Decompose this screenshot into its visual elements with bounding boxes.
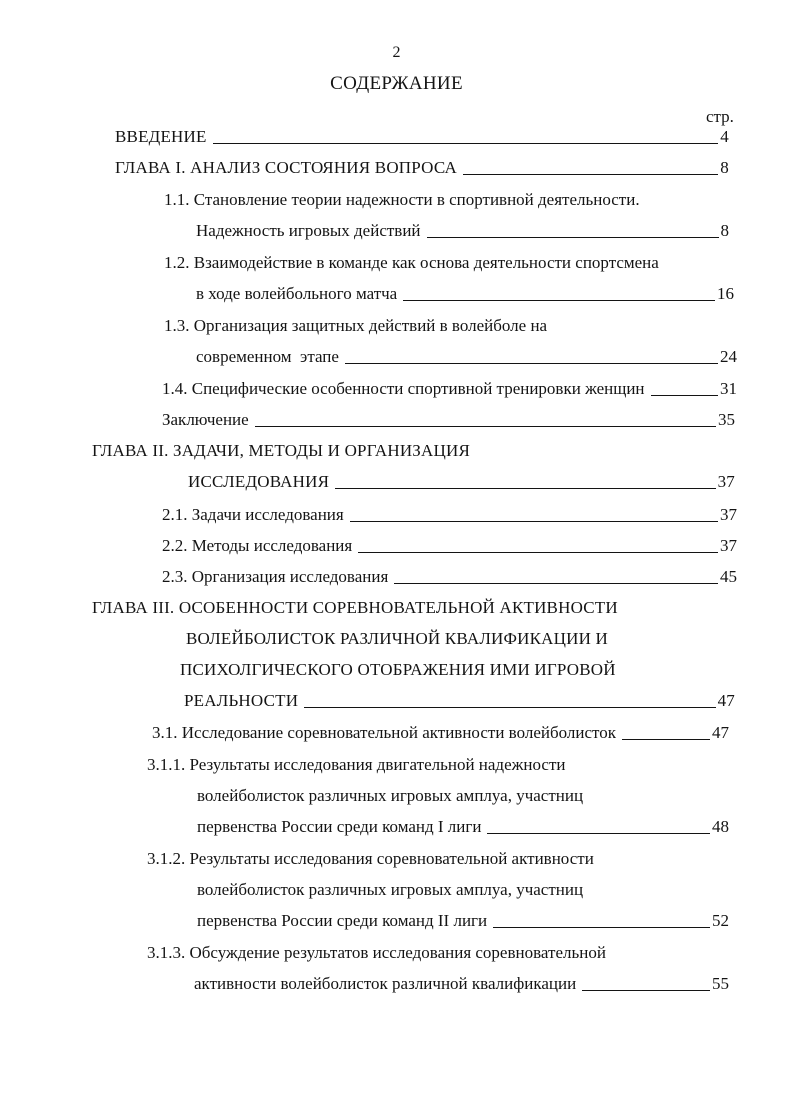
toc-entry-3-1 [152,724,729,741]
toc-entry-1-1-line-1 [164,191,640,208]
toc-entry-text: 3.1.2. Результаты исследования соревновательной активности [147,849,594,868]
toc-entry-text: Заключение [162,410,249,429]
toc-entry-3-1-2-line-3 [197,912,729,929]
toc-entry-3-1-3-line-2 [194,975,729,992]
toc-entry-page: 48 [712,817,729,836]
toc-entry-page: 16 [717,284,734,303]
toc-leader-line [350,521,718,522]
toc-entry-chapter-1 [115,159,729,176]
toc-entry-1-3-line-2 [196,348,737,365]
toc-leader-line [304,707,715,708]
toc-entry-page: 24 [720,347,737,366]
toc-leader-line [427,237,719,238]
toc-entry-1-2-line-1 [164,254,659,271]
toc-leader-line [403,300,715,301]
toc-entry-text: первенства России среди команд II лиги [197,911,488,930]
toc-entry-text: Надежность игровых действий [196,221,421,240]
toc-entry-page: 35 [718,410,735,429]
toc-entry-text: 1.1. Становление теории надежности в спортивной деятельности. [164,190,640,209]
toc-entry-page: 37 [720,536,737,555]
toc-entry-text: 2.3. Организация исследования [162,567,389,586]
toc-leader-line [622,739,710,740]
toc-entry-2-3 [162,568,737,585]
toc-entry-3-1-1-line-3 [197,818,729,835]
toc-entry-2-2 [162,537,737,554]
toc-entry-text: ИССЛЕДОВАНИЯ [188,472,330,491]
toc-entry-text: 2.2. Методы исследования [162,536,353,555]
toc-entry-page: 37 [717,472,735,491]
toc-entry-text: РЕАЛЬНОСТИ [184,691,299,710]
toc-entry-2-1 [162,506,737,523]
toc-leader-line [358,552,718,553]
toc-entry-chapter-3-line-1 [92,599,618,616]
toc-entry-3-1-1-line-2 [197,787,583,804]
page-number: 2 [392,44,401,61]
toc-entry-page: 55 [712,974,729,993]
toc-entry-text: первенства России среди команд I лиги [197,817,482,836]
toc-leader-line [335,488,715,489]
toc-leader-line [463,174,718,175]
toc-entry-page: 37 [720,505,737,524]
toc-leader-line [582,990,710,991]
toc-entry-chapter-2-line-1 [92,442,470,459]
toc-entry-3-1-2-line-1 [147,850,594,867]
toc-leader-line [493,927,710,928]
toc-entry-introduction [115,128,729,145]
toc-entry-text: ВОЛЕЙБОЛИСТОК РАЗЛИЧНОЙ КВАЛИФИКАЦИИ И [186,629,609,648]
toc-entry-text: 3.1.1. Результаты исследования двигательной надежности [147,755,566,774]
toc-entry-text: в ходе волейбольного матча [196,284,398,303]
toc-leader-line [487,833,710,834]
toc-entry-text: 1.2. Взаимодействие в команде как основа деятельности спортсмена [164,253,659,272]
toc-entry-text: ПСИХОЛГИЧЕСКОГО ОТОБРАЖЕНИЯ ИМИ ИГРОВОЙ [180,660,616,679]
toc-entry-text: современном этапе [196,347,339,366]
toc-entry-chapter-2-line-2 [188,473,735,490]
toc-title: СОДЕРЖАНИЕ [330,73,463,94]
toc-entry-text: волейболисток различных игровых амплуа, участниц [197,880,584,899]
toc-entry-1-3-line-1 [164,317,547,334]
toc-leader-line [255,426,716,427]
toc-leader-line [394,583,718,584]
toc-entry-text: 1.3. Организация защитных действий в волейболе на [164,316,548,335]
toc-entry-page: 52 [712,911,729,930]
toc-entry-text: ГЛАВА II. ЗАДАЧИ, МЕТОДЫ И ОРГАНИЗАЦИЯ [92,441,470,460]
toc-entry-chapter-3-line-3 [180,661,616,678]
toc-entry-text: ГЛАВА III. ОСОБЕННОСТИ СОРЕВНОВАТЕЛЬНОЙ АКТИВНОСТИ [92,598,618,617]
toc-leader-line [213,143,719,144]
toc-entry-1-2-line-2 [196,285,734,302]
toc-entry-text: 3.1. Исследование соревновательной активности волейболисток [152,723,616,742]
toc-entry-text: 2.1. Задачи исследования [162,505,344,524]
toc-entry-page: 47 [712,723,729,742]
toc-entry-text: волейболисток различных игровых амплуа, участниц [197,786,584,805]
toc-entry-1-1-line-2 [196,222,729,239]
page-column-label: стр. [706,107,734,126]
toc-entry-1-4 [162,380,737,397]
toc-entry-3-1-1-line-1 [147,756,565,773]
toc-entry-chapter-3-line-2 [186,630,608,647]
toc-entry-3-1-2-line-2 [197,881,583,898]
toc-entry-text: 1.4. Специфические особенности спортивной тренировки женщин [162,379,645,398]
toc-entry-text: активности волейболисток различной квалификации [194,974,577,993]
toc-entry-text: ВВЕДЕНИЕ [115,127,207,146]
toc-entry-conclusion [162,411,735,428]
toc-entry-3-1-3-line-1 [147,944,606,961]
toc-leader-line [651,395,718,396]
toc-entry-text: ГЛАВА I. АНАЛИЗ СОСТОЯНИЯ ВОПРОСА [115,158,457,177]
toc-entry-page: 8 [720,221,729,240]
toc-entry-text: 3.1.3. Обсуждение результатов исследования соревновательной [147,943,606,962]
toc-entry-page: 47 [717,691,735,710]
toc-entry-page: 31 [720,379,737,398]
toc-entry-chapter-3-line-4 [184,692,735,709]
toc-entry-page: 4 [720,127,729,146]
toc-leader-line [345,363,718,364]
toc-entry-page: 45 [720,567,737,586]
toc-entry-page: 8 [720,158,729,177]
